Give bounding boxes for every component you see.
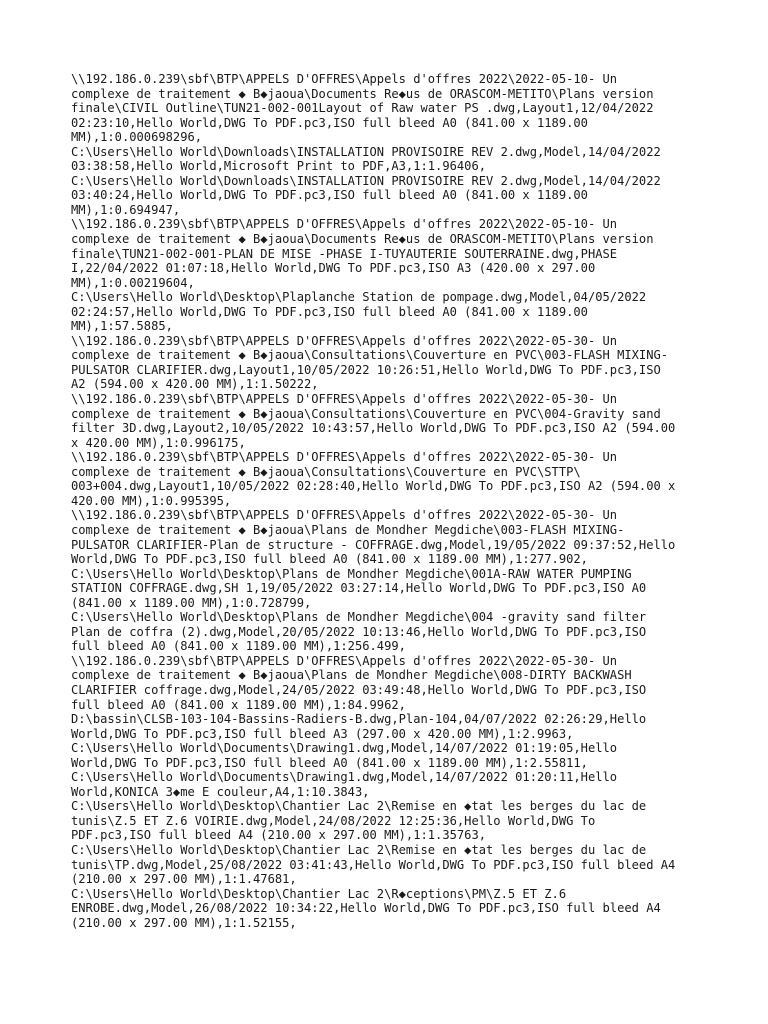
- log-line: PULSATOR CLARIFIER-Plan de structure - COFFRAGE.dwg,Model,19/05/2022 09:37:52,Hello: [71, 537, 676, 552]
- log-line: full bleed A0 (841.00 x 1189.00 MM),1:84.9962,: [71, 697, 406, 712]
- log-line: MM),1:57.5885,: [71, 319, 173, 334]
- log-line: ENROBE.dwg,Model,26/08/2022 10:34:22,Hello World,DWG To PDF.pc3,ISO full bleed A4: [71, 901, 661, 916]
- log-line: 02:23:10,Hello World,DWG To PDF.pc3,ISO full bleed A0 (841.00 x 1189.00: [71, 115, 588, 130]
- log-line: PULSATOR CLARIFIER.dwg,Layout1,10/05/2022 10:26:51,Hello World,DWG To PDF.pc3,ISO: [71, 362, 661, 377]
- log-line: \\192.186.0.239\sbf\BTP\APPELS D'OFFRES\Appels d'offres 2022\2022-05-10- Un: [71, 72, 618, 86]
- log-line: \\192.186.0.239\sbf\BTP\APPELS D'OFFRES\Appels d'offres 2022\2022-05-30- Un: [71, 508, 618, 523]
- log-line: (210.00 x 297.00 MM),1:1.52155,: [71, 915, 297, 930]
- log-line: 03:38:58,Hello World,Microsoft Print to PDF,A3,1:1.96406,: [71, 159, 487, 174]
- log-line: tunis\TP.dwg,Model,25/08/2022 03:41:43,Hello World,DWG To PDF.pc3,ISO full bleed A4: [71, 857, 676, 872]
- log-line: PDF.pc3,ISO full bleed A4 (210.00 x 297.00 MM),1:1.35763,: [71, 828, 487, 843]
- log-line: \\192.186.0.239\sbf\BTP\APPELS D'OFFRES\Appels d'offres 2022\2022-05-30- Un: [71, 392, 618, 407]
- log-line: C:\Users\Hello World\Desktop\Chantier Lac 2\Remise en ◆tat les berges du lac de: [71, 799, 647, 814]
- log-line: CLARIFIER coffrage.dwg,Model,24/05/2022 03:49:48,Hello World,DWG To PDF.pc3,ISO: [71, 682, 647, 697]
- log-line: STATION COFFRAGE.dwg,SH 1,19/05/2022 03:27:14,Hello World,DWG To PDF.pc3,ISO A0: [71, 581, 647, 596]
- log-entry: [71, 654, 711, 712]
- log-entry: [71, 450, 711, 508]
- log-line: C:\Users\Hello World\Desktop\Plans de Mondher Megdiche\004 -gravity sand filter: [71, 610, 647, 625]
- log-line: World,KONICA 3◆me E couleur,A4,1:10.3843,: [71, 784, 370, 799]
- log-line: C:\Users\Hello World\Desktop\Plaplanche Station de pompage.dwg,Model,04/05/2022: [71, 290, 647, 305]
- log-line: 420.00 MM),1:0.995395,: [71, 493, 232, 508]
- log-line: complexe de traitement ◆ B◆jaoua\Plans de Mondher Megdiche\008-DIRTY BACKWASH: [71, 668, 632, 683]
- log-line: World,DWG To PDF.pc3,ISO full bleed A3 (297.00 x 420.00 MM),1:2.9963,: [71, 726, 574, 741]
- log-entry: [71, 290, 711, 334]
- plot-log-text: [71, 72, 711, 930]
- log-entry: [71, 72, 711, 145]
- log-line: World,DWG To PDF.pc3,ISO full bleed A0 (841.00 x 1189.00 MM),1:277.902,: [71, 552, 588, 567]
- log-line: Plan de coffra (2).dwg,Model,20/05/2022 10:13:46,Hello World,DWG To PDF.pc3,ISO: [71, 624, 647, 639]
- log-line: (210.00 x 297.00 MM),1:1.47681,: [71, 872, 297, 887]
- log-entry: [71, 174, 711, 218]
- log-entry: [71, 334, 711, 392]
- log-line: complexe de traitement ◆ B◆jaoua\Consultations\Couverture en PVC\004-Gravity sand: [71, 406, 661, 421]
- log-line: \\192.186.0.239\sbf\BTP\APPELS D'OFFRES\Appels d'offres 2022\2022-05-30- Un: [71, 653, 618, 668]
- log-line: complexe de traitement ◆ B◆jaoua\Consultations\Couverture en PVC\STTP\: [71, 464, 581, 479]
- log-entry: [71, 610, 711, 654]
- log-entry: [71, 799, 711, 843]
- log-line: complexe de traitement ◆ B◆jaoua\Documents Re◆us de ORASCOM-METITO\Plans version: [71, 232, 654, 247]
- log-line: complexe de traitement ◆ B◆jaoua\Consultations\Couverture en PVC\003-FLASH MIXING-: [71, 348, 669, 363]
- log-entry: [71, 567, 711, 611]
- log-line: C:\Users\Hello World\Documents\Drawing1.dwg,Model,14/07/2022 01:20:11,Hello: [71, 770, 618, 785]
- log-line: D:\bassin\CLSB-103-104-Bassins-Radiers-B.dwg,Plan-104,04/07/2022 02:26:29,Hello: [71, 712, 647, 727]
- log-line: C:\Users\Hello World\Documents\Drawing1.dwg,Model,14/07/2022 01:19:05,Hello: [71, 741, 618, 756]
- log-entry: [71, 392, 711, 450]
- log-entry: [71, 712, 711, 741]
- log-line: x 420.00 MM),1:0.996175,: [71, 435, 246, 450]
- log-line: MM),1:0.694947,: [71, 202, 181, 217]
- log-line: \\192.186.0.239\sbf\BTP\APPELS D'OFFRES\Appels d'offres 2022\2022-05-10- Un: [71, 217, 618, 232]
- log-line: World,DWG To PDF.pc3,ISO full bleed A0 (841.00 x 1189.00 MM),1:2.55811,: [71, 755, 588, 770]
- log-entry: [71, 843, 711, 887]
- log-line: C:\Users\Hello World\Desktop\Chantier Lac 2\Remise en ◆tat les berges du lac de: [71, 842, 647, 857]
- log-line: complexe de traitement ◆ B◆jaoua\Documents Re◆us de ORASCOM-METITO\Plans version: [71, 86, 654, 101]
- log-line: C:\Users\Hello World\Desktop\Plans de Mondher Megdiche\001A-RAW WATER PUMPING: [71, 566, 632, 581]
- log-entry: [71, 508, 711, 566]
- log-line: MM),1:0.00219604,: [71, 275, 195, 290]
- log-line: C:\Users\Hello World\Downloads\INSTALLATION PROVISOIRE REV 2.dwg,Model,14/04/2022: [71, 144, 661, 159]
- log-line: full bleed A0 (841.00 x 1189.00 MM),1:256.499,: [71, 639, 406, 654]
- log-entry: [71, 741, 711, 770]
- log-line: tunis\Z.5 ET Z.6 VOIRIE.dwg,Model,24/08/2022 12:25:36,Hello World,DWG To: [71, 813, 596, 828]
- log-line: 02:24:57,Hello World,DWG To PDF.pc3,ISO full bleed A0 (841.00 x 1189.00: [71, 304, 588, 319]
- log-line: finale\TUN21-002-001-PLAN DE MISE -PHASE I-TUYAUTERIE SOUTERRAINE.dwg,PHASE: [71, 246, 618, 261]
- log-line: complexe de traitement ◆ B◆jaoua\Plans de Mondher Megdiche\003-FLASH MIXING-: [71, 522, 625, 537]
- log-line: C:\Users\Hello World\Downloads\INSTALLATION PROVISOIRE REV 2.dwg,Model,14/04/2022: [71, 173, 661, 188]
- log-line: (841.00 x 1189.00 MM),1:0.728799,: [71, 595, 312, 610]
- log-entry: [71, 145, 711, 174]
- log-line: \\192.186.0.239\sbf\BTP\APPELS D'OFFRES\Appels d'offres 2022\2022-05-30- Un: [71, 333, 618, 348]
- log-line: C:\Users\Hello World\Desktop\Chantier Lac 2\R◆ceptions\PM\Z.5 ET Z.6: [71, 886, 567, 901]
- log-line: 003+004.dwg,Layout1,10/05/2022 02:28:40,Hello World,DWG To PDF.pc3,ISO A2 (594.00 x: [71, 479, 676, 494]
- log-line: \\192.186.0.239\sbf\BTP\APPELS D'OFFRES\Appels d'offres 2022\2022-05-30- Un: [71, 450, 618, 465]
- log-entry: [71, 770, 711, 799]
- log-line: 03:40:24,Hello World,DWG To PDF.pc3,ISO full bleed A0 (841.00 x 1189.00: [71, 188, 588, 203]
- log-line: I,22/04/2022 01:07:18,Hello World,DWG To PDF.pc3,ISO A3 (420.00 x 297.00: [71, 261, 596, 276]
- log-line: MM),1:0.000698296,: [71, 130, 203, 145]
- log-entry: [71, 887, 711, 931]
- log-line: A2 (594.00 x 420.00 MM),1:1.50222,: [71, 377, 319, 392]
- log-line: finale\CIVIL Outline\TUN21-002-001Layout of Raw water PS .dwg,Layout1,12/04/2022: [71, 101, 654, 116]
- log-entry: [71, 217, 711, 290]
- log-line: filter 3D.dwg,Layout2,10/05/2022 10:43:57,Hello World,DWG To PDF.pc3,ISO A2 (594.00: [71, 421, 676, 436]
